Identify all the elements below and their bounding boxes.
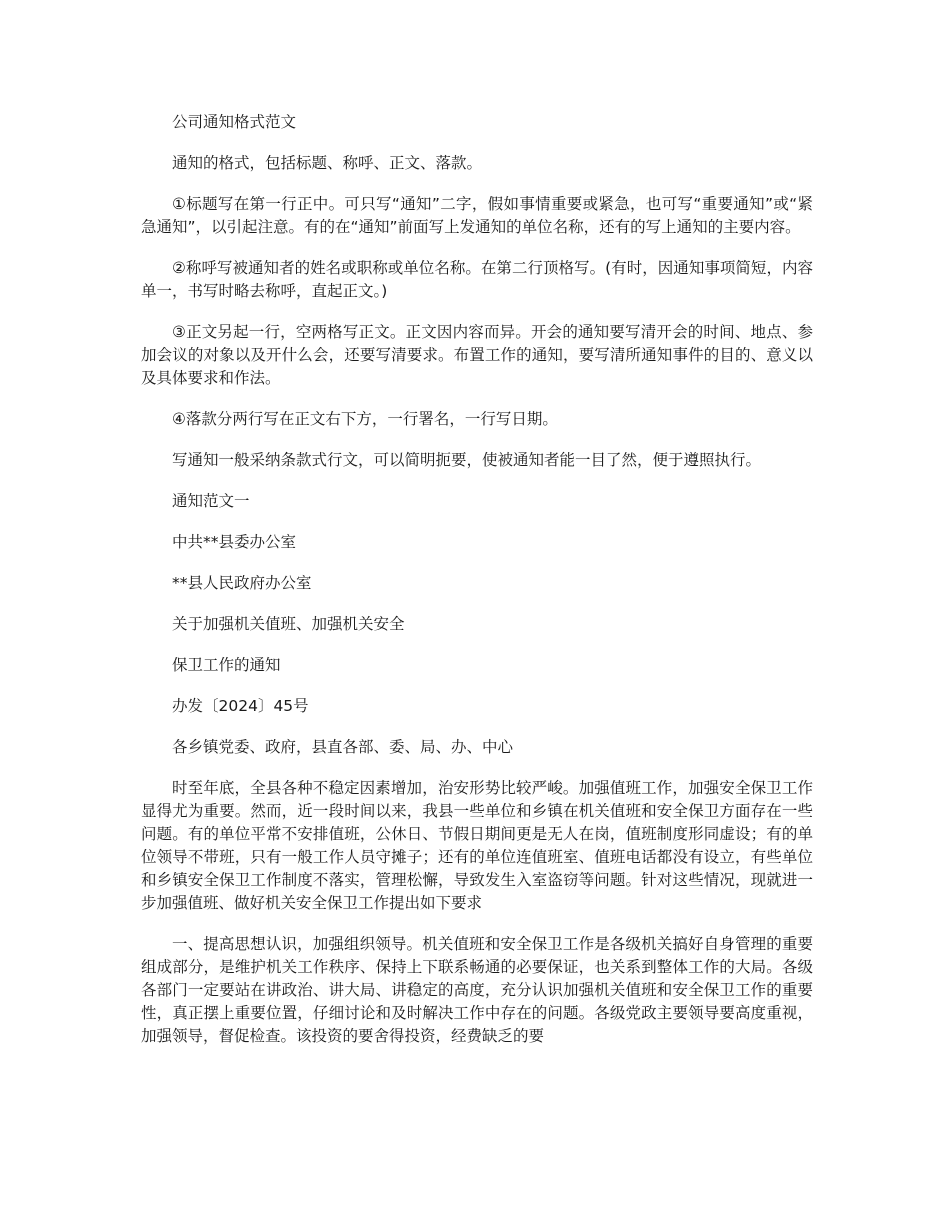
format-summary: 写通知一般采纳条款式行文，可以简明扼要，使被通知者能一目了然，便于遵照执行。 — [172, 451, 762, 469]
format-rule-salutation: ②称呼写被通知者的姓名或职称或单位名称。在第二行顶格写。(有时，因通知事项简短，内容单一，书写时略去称呼，直起正文。) — [141, 259, 813, 300]
format-intro: 通知的格式，包括标题、称呼、正文、落款。 — [172, 154, 483, 172]
notice-title-line-1: 关于加强机关值班、加强机关安全 — [172, 615, 405, 633]
sample-heading: 通知范文一 — [172, 492, 250, 510]
format-rule-signature: ④落款分两行写在正文右下方，一行署名，一行写日期。 — [172, 410, 558, 428]
doc-title: 公司通知格式范文 — [172, 113, 297, 131]
issuer-party-office: 中共**县委办公室 — [172, 533, 297, 551]
notice-body-paragraph: 时至年底，全县各种不稳定因素增加，治安形势比较严峻。加强值班工作，加强安全保卫工作显得尤为重要。然而，近一段时间以来，我县一些单位和乡镇在机关值班和安全保卫方面存在一些问题。有的单位平常不安排值班，公休日、节假日期间更是无人在岗，值班制度形同虚设；有的单位领导不带班，只有一般工作人员守摊子；还有的单位连值班室、值班电话都没有设立，有些单位和乡镇安全保卫工作制度不落实，管理松懈，导致发生入室盗窃等问题。针对这些情况，现就进一步加强值班、做好机关安全保卫工作提出如下要求 — [141, 779, 813, 912]
format-rule-body: ③正文另起一行，空两格写正文。正文因内容而异。开会的通知要写清开会的时间、地点、参加会议的对象以及开什么会，还要写清要求。布置工作的通知，要写清所通知事件的目的、意义以及具体要求和作法。 — [141, 323, 813, 387]
document-body — [141, 111, 813, 1066]
format-rule-title: ①标题写在第一行正中。可只写“通知”二字，假如事情重要或紧急，也可写“重要通知”或“紧急通知”，以引起注意。有的在“通知”前面写上发通知的单位名称，还有的写上通知的主要内容。 — [141, 195, 813, 236]
notice-title-line-2: 保卫工作的通知 — [172, 656, 281, 674]
document-number: 办发〔2024〕45号 — [172, 697, 309, 715]
requirement-item-1: 一、提高思想认识，加强组织领导。机关值班和安全保卫工作是各级机关搞好自身管理的重要组成部分，是维护机关工作秩序、保持上下联系畅通的必要保证，也关系到整体工作的大局。各级各部门一定要站在讲政治、讲大局、讲稳定的高度，充分认识加强机关值班和安全保卫工作的重要性，真正摆上重要位置，仔细讨论和及时解决工作中存在的问题。各级党政主要领导要高度重视，加强领导，督促检查。该投资的要舍得投资，经费缺乏的要 — [141, 935, 813, 1045]
recipients: 各乡镇党委、政府，县直各部、委、局、办、中心 — [172, 738, 514, 756]
issuer-government-office: **县人民政府办公室 — [172, 574, 312, 592]
